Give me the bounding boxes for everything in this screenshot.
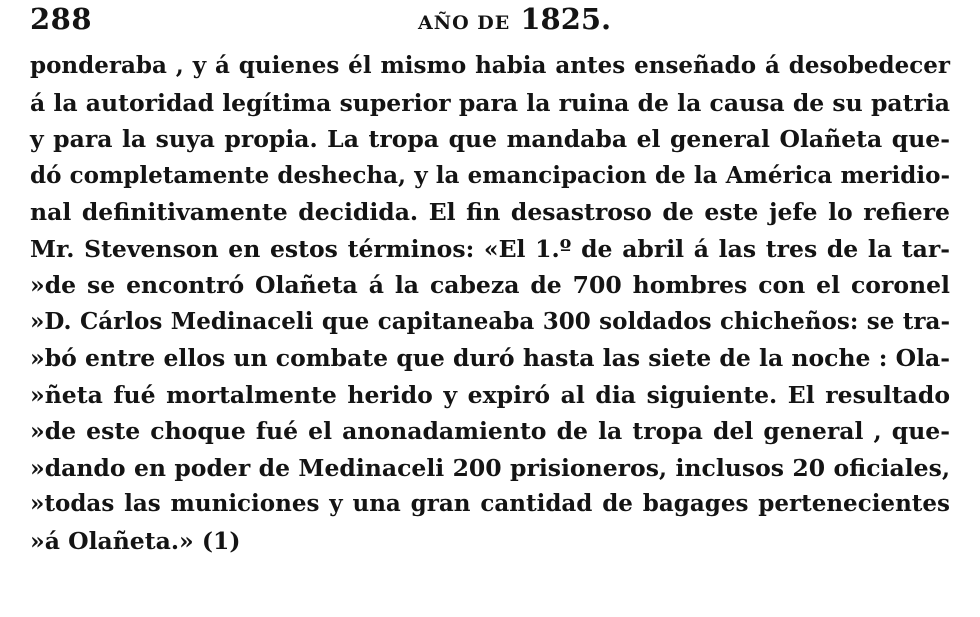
- running-title: [418, 2, 611, 36]
- text-line: á la autoridad legítima superior para la ruina de la causa de su patria: [30, 88, 950, 117]
- text-line-last: »á Olañeta.» (1): [30, 526, 241, 555]
- running-title-prefix: AÑO DE: [418, 12, 511, 34]
- text-line: Mr. Stevenson en estos términos: «El 1.º de abril á las tres de la tar-: [30, 234, 950, 263]
- text-line: »de este choque fué el anonadamiento de la tropa del general , que-: [30, 417, 950, 445]
- text-line: y para la suya propia. La tropa que mandaba el general Olañeta que-: [30, 125, 950, 153]
- text-line: »ñeta fué mortalmente herido y expiró al dia siguiente. El resultado: [30, 380, 950, 409]
- body-text: [30, 48, 950, 559]
- text-line: dó completamente deshecha, y la emancipacion de la América meridio-: [30, 161, 950, 189]
- running-title-year: 1825.: [520, 2, 612, 36]
- text-line: »de se encontró Olañeta á la cabeza de 700 hombres con el coronel: [30, 271, 950, 299]
- text-line: »bó entre ellos un combate que duró hasta las siete de la noche : Ola-: [30, 344, 950, 372]
- text-line: nal definitivamente decidida. El fin desastroso de este jefe lo refiere: [30, 198, 950, 226]
- page-number: 288: [30, 2, 93, 36]
- text-line: »D. Cárlos Medinaceli que capitaneaba 300 soldados chicheños: se tra-: [30, 307, 950, 335]
- text-line: »dando en poder de Medinaceli 200 prisioneros, inclusos 20 oficiales,: [30, 453, 950, 482]
- text-line: ponderaba , y á quienes él mismo habia antes enseñado á desobedecer: [30, 52, 950, 79]
- text-line: »todas las municiones y una gran cantidad de bagages pertenecientes: [30, 490, 950, 517]
- running-head: [30, 2, 950, 42]
